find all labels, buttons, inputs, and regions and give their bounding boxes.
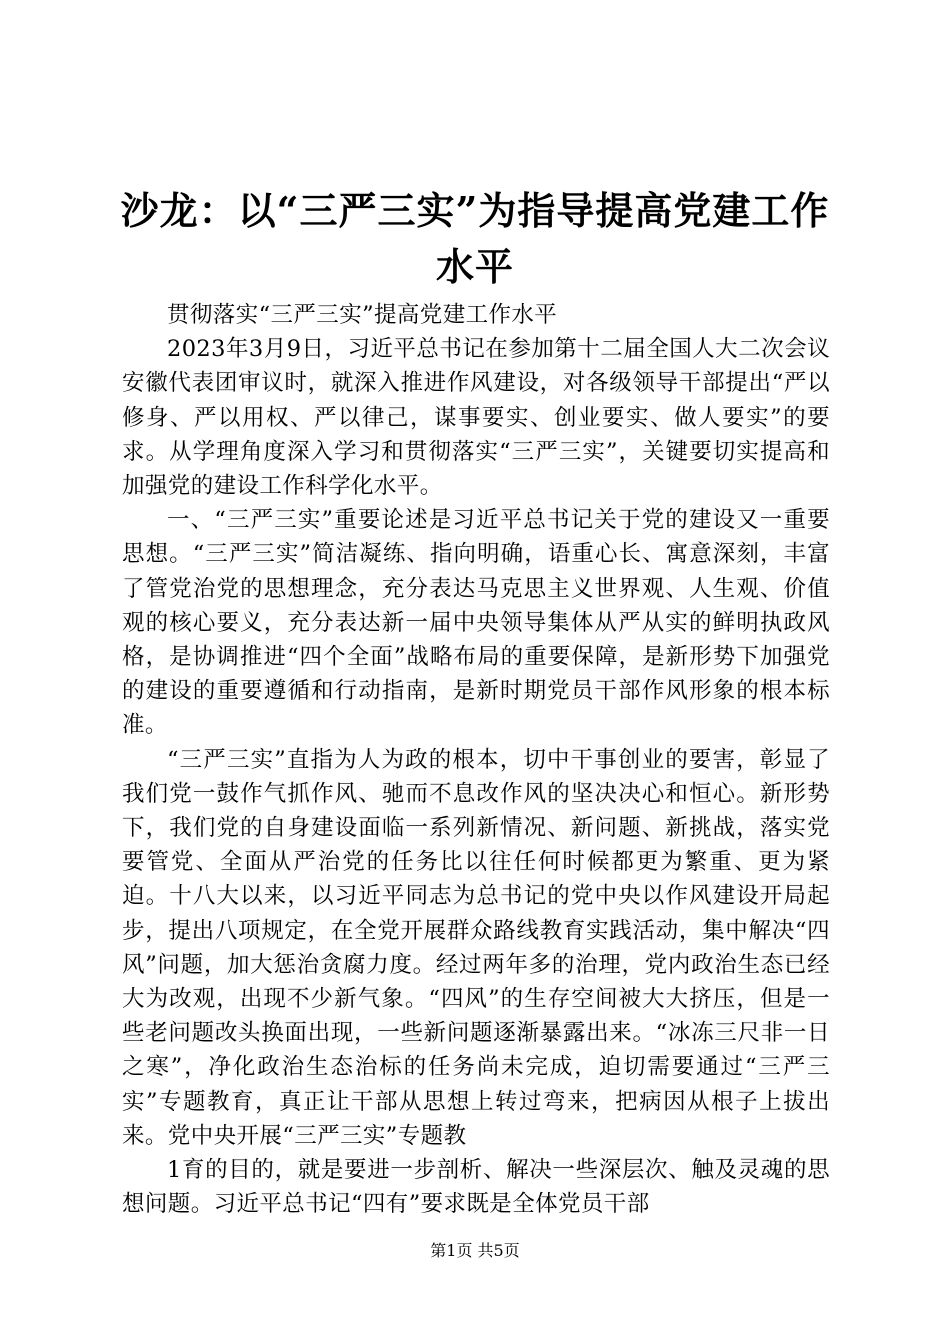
paragraph-subtitle: 贯彻落实“三严三实”提高党建工作水平	[167, 302, 558, 328]
page-number-footer: 第1页 共5页	[430, 1241, 520, 1260]
document-title: 沙龙：以“三严三实”为指导提高党建工作水平	[120, 188, 830, 290]
paragraph-intro: 2023年3月9日，习近平总书记在参加第十二届全国人大二次会议安徽代表团审议时，就深入推进作风建设，对各级领导干部提出“严以修身、严以用权、严以律己，谋事要实、创业要实、做人要实”的要求。从学理角度深入学习和贯彻落实“三严三实”，关键要切实提高和加强党的建设工作科学化水平。	[122, 336, 830, 500]
paragraph-three-strict: “三严三实”直指为人为政的根本，切中干事创业的要害，彰显了我们党一鼓作气抓作风、驰而不息改作风的坚决决心和恒心。新形势下，我们党的自身建设面临一系列新情况、新问题、新挑战，落实党要管党、全面从严治党的任务比以往任何时候都更为繁重、更为紧迫。十八大以来，以习近平同志为总书记的党中央以作风建设开局起步，提出八项规定，在全党开展群众路线教育实践活动，集中解决“四风”问题，加大惩治贪腐力度。经过两年多的治理，党内政治生态已经大为改观，出现不少新气象。“四风”的生存空间被大大挤压，但是一些老问题改头换面出现，一些新问题逐渐暴露出来。“冰冻三尺非一日之寒”，净化政治生态治标的任务尚未完成，迫切需要通过“三严三实”专题教育，真正让干部从思想上转过弯来，把病因从根子上拔出来。党中央开展“三严三实”专题教	[122, 746, 830, 1149]
paragraph-section-one: 一、“三严三实”重要论述是习近平总书记关于党的建设又一重要思想。“三严三实”简洁凝练、指向明确，语重心长、寓意深刻，丰富了管党治党的思想理念，充分表达马克思主义世界观、人生观、价值观的核心要义，充分表达新一届中央领导集体从严从实的鲜明执政风格，是协调推进“四个全面”战略布局的重要保障，是新形势下加强党的建设的重要遵循和行动指南，是新时期党员干部作风形象的根本标准。	[122, 507, 830, 739]
paragraph-continued: 1育的目的，就是要进一步剖析、解决一些深层次、触及灵魂的思想问题。习近平总书记“四有”要求既是全体党员干部	[122, 1157, 830, 1218]
document-body	[122, 298, 830, 1221]
